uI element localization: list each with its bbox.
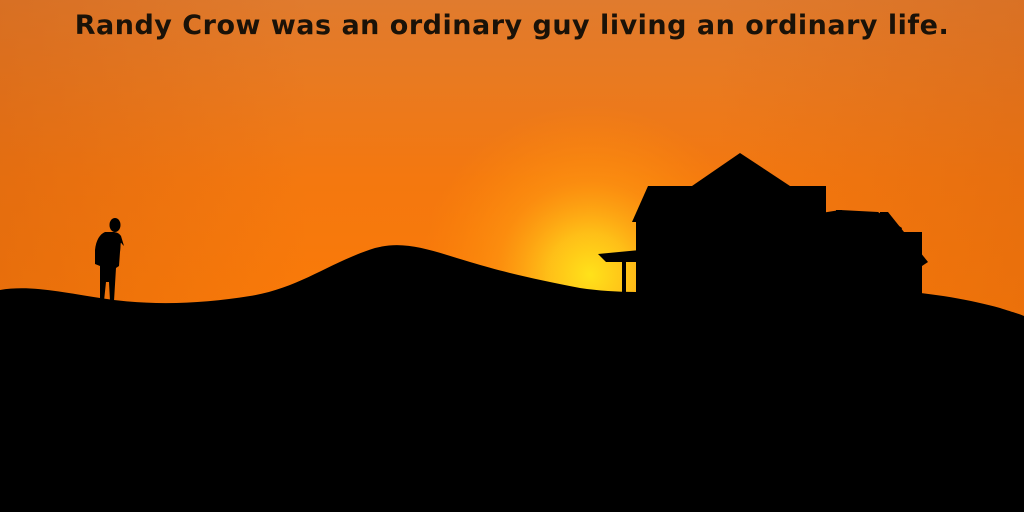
- story-caption: Randy Crow was an ordinary guy living an ordinary life.: [74, 10, 950, 41]
